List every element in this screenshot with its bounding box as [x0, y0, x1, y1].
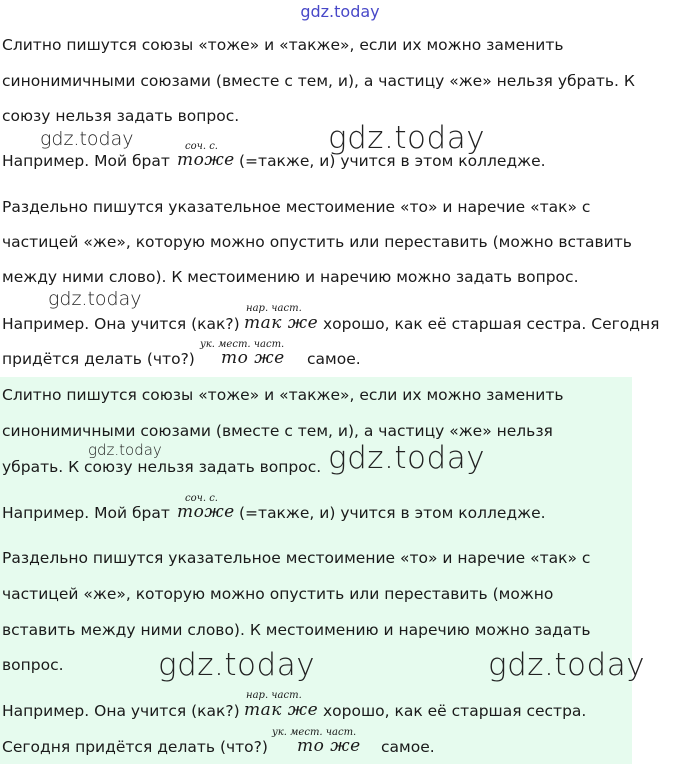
text-line: между ними слово). К местоимению и наречию можно задать вопрос.	[2, 268, 579, 286]
watermark: gdz.today	[488, 647, 646, 683]
watermark: gdz.today	[158, 647, 316, 683]
text-line: Раздельно пишутся указательное местоимение «то» и наречие «так» с	[2, 549, 591, 567]
analyzed-word: так же	[244, 313, 319, 333]
word-annotation: нар. част.	[246, 303, 302, 314]
text-line: Раздельно пишутся указательное местоимение «то» и наречие «так» с	[2, 198, 591, 216]
example-suffix: хорошо, как её старшая сестра.	[323, 702, 587, 720]
word-annotation: ук. мест. част.	[272, 727, 357, 738]
text-line: синонимичными союзами (вместе с тем, и), а частицу «же» нельзя убрать. К	[2, 72, 635, 90]
text-line: частицей «же», которую можно опустить или переставить (можно вставить	[2, 233, 632, 251]
text-line: синонимичными союзами (вместе с тем, и), а частицу «же» нельзя	[2, 422, 553, 440]
text-line: вопрос.	[2, 656, 64, 674]
analyzed-word: то же	[221, 348, 285, 368]
watermark: gdz.today	[48, 288, 142, 310]
watermark: gdz.today	[328, 440, 486, 476]
text-line: Слитно пишутся союзы «тоже» и «также», если их можно заменить	[2, 36, 564, 54]
example-prefix: Например. Она учится (как?)	[2, 702, 240, 720]
analyzed-word: так же	[244, 700, 319, 720]
watermark: gdz.today	[40, 128, 134, 150]
word-annotation: соч. с.	[185, 141, 218, 152]
analyzed-word: тоже	[177, 150, 235, 170]
example-suffix: (=также, и) учится в этом колледже.	[239, 504, 546, 522]
watermark: gdz.today	[328, 120, 486, 156]
example-prefix: Например. Мой брат	[2, 152, 170, 170]
word-annotation: нар. част.	[246, 690, 302, 701]
word-annotation: соч. с.	[185, 493, 218, 504]
analyzed-word: тоже	[177, 502, 235, 522]
example-suffix: самое.	[381, 738, 435, 756]
example-suffix: (=также, и) учится в этом колледже.	[239, 152, 546, 170]
example-prefix: Например. Она учится (как?)	[2, 315, 240, 333]
text-line: союзу нельзя задать вопрос.	[2, 107, 240, 125]
text-line: Слитно пишутся союзы «тоже» и «также», если их можно заменить	[2, 386, 564, 404]
text-line: убрать. К союзу нельзя задать вопрос.	[2, 458, 322, 476]
text-line: частицей «же», которую можно опустить или переставить (можно	[2, 585, 554, 603]
word-annotation: ук. мест. част.	[200, 339, 285, 350]
example-prefix: придётся делать (что?)	[2, 350, 195, 368]
example-suffix: хорошо, как её старшая сестра. Сегодня	[323, 315, 660, 333]
example-prefix: Например. Мой брат	[2, 504, 170, 522]
example-line	[2, 151, 170, 171]
example-suffix: самое.	[307, 350, 361, 368]
analyzed-word: то же	[297, 736, 361, 756]
text-line: вставить между ними слово). К местоимению и наречию можно задать	[2, 621, 591, 639]
example-prefix: Сегодня придётся делать (что?)	[2, 738, 268, 756]
watermark: gdz.today	[88, 441, 162, 459]
site-link[interactable]: gdz.today	[300, 2, 380, 21]
